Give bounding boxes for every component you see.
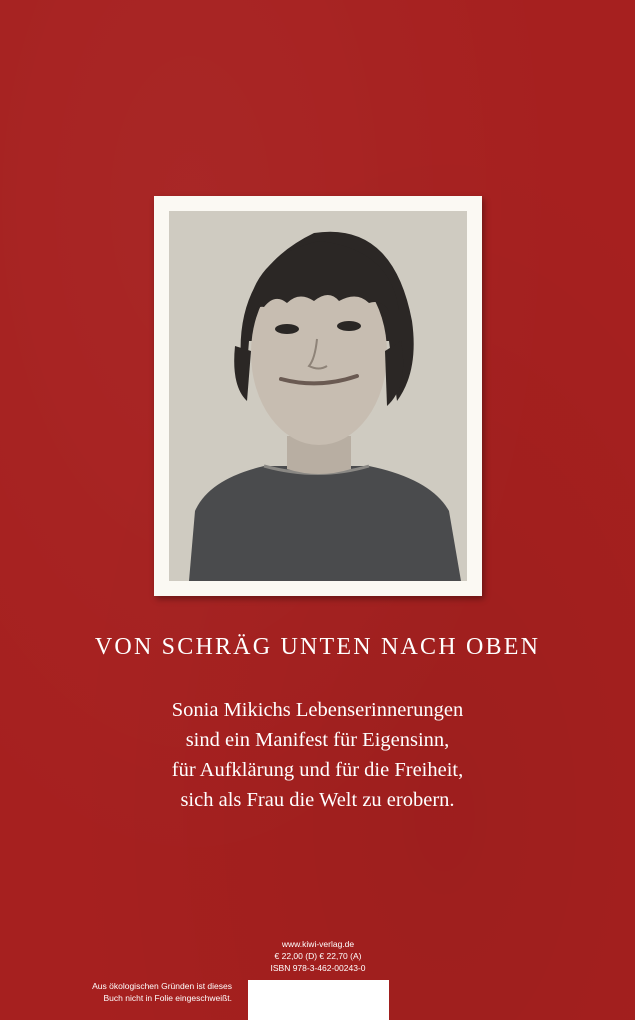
portrait-image (169, 211, 467, 581)
price-label: € 22,00 (D) € 22,70 (A) (274, 951, 362, 961)
publisher-imprint (253, 938, 383, 974)
blurb-line: für Aufklärung und für die Freiheit, (171, 759, 464, 781)
eco-note-line: Aus ökologischen Gründen ist dieses (92, 981, 232, 991)
publisher-website: www.kiwi-verlag.de (281, 939, 355, 949)
blurb-line: Sonia Mikichs Lebenserinnerungen (171, 699, 464, 721)
book-blurb (0, 695, 635, 815)
book-subtitle-headline: VON SCHRÄG UNTEN NACH OBEN (94, 634, 541, 660)
photo-frame (154, 196, 482, 596)
isbn-label: ISBN 978-3-462-00243-0 (270, 963, 366, 973)
eco-note (60, 980, 232, 1004)
blurb-line: sind ein Manifest für Eigensinn, (185, 729, 450, 751)
barcode-area (248, 980, 389, 1020)
eco-note-line: Buch nicht in Folie eingeschweißt. (103, 993, 232, 1003)
child-portrait-photo (169, 211, 467, 581)
blurb-line: sich als Frau die Welt zu erobern. (180, 789, 455, 811)
